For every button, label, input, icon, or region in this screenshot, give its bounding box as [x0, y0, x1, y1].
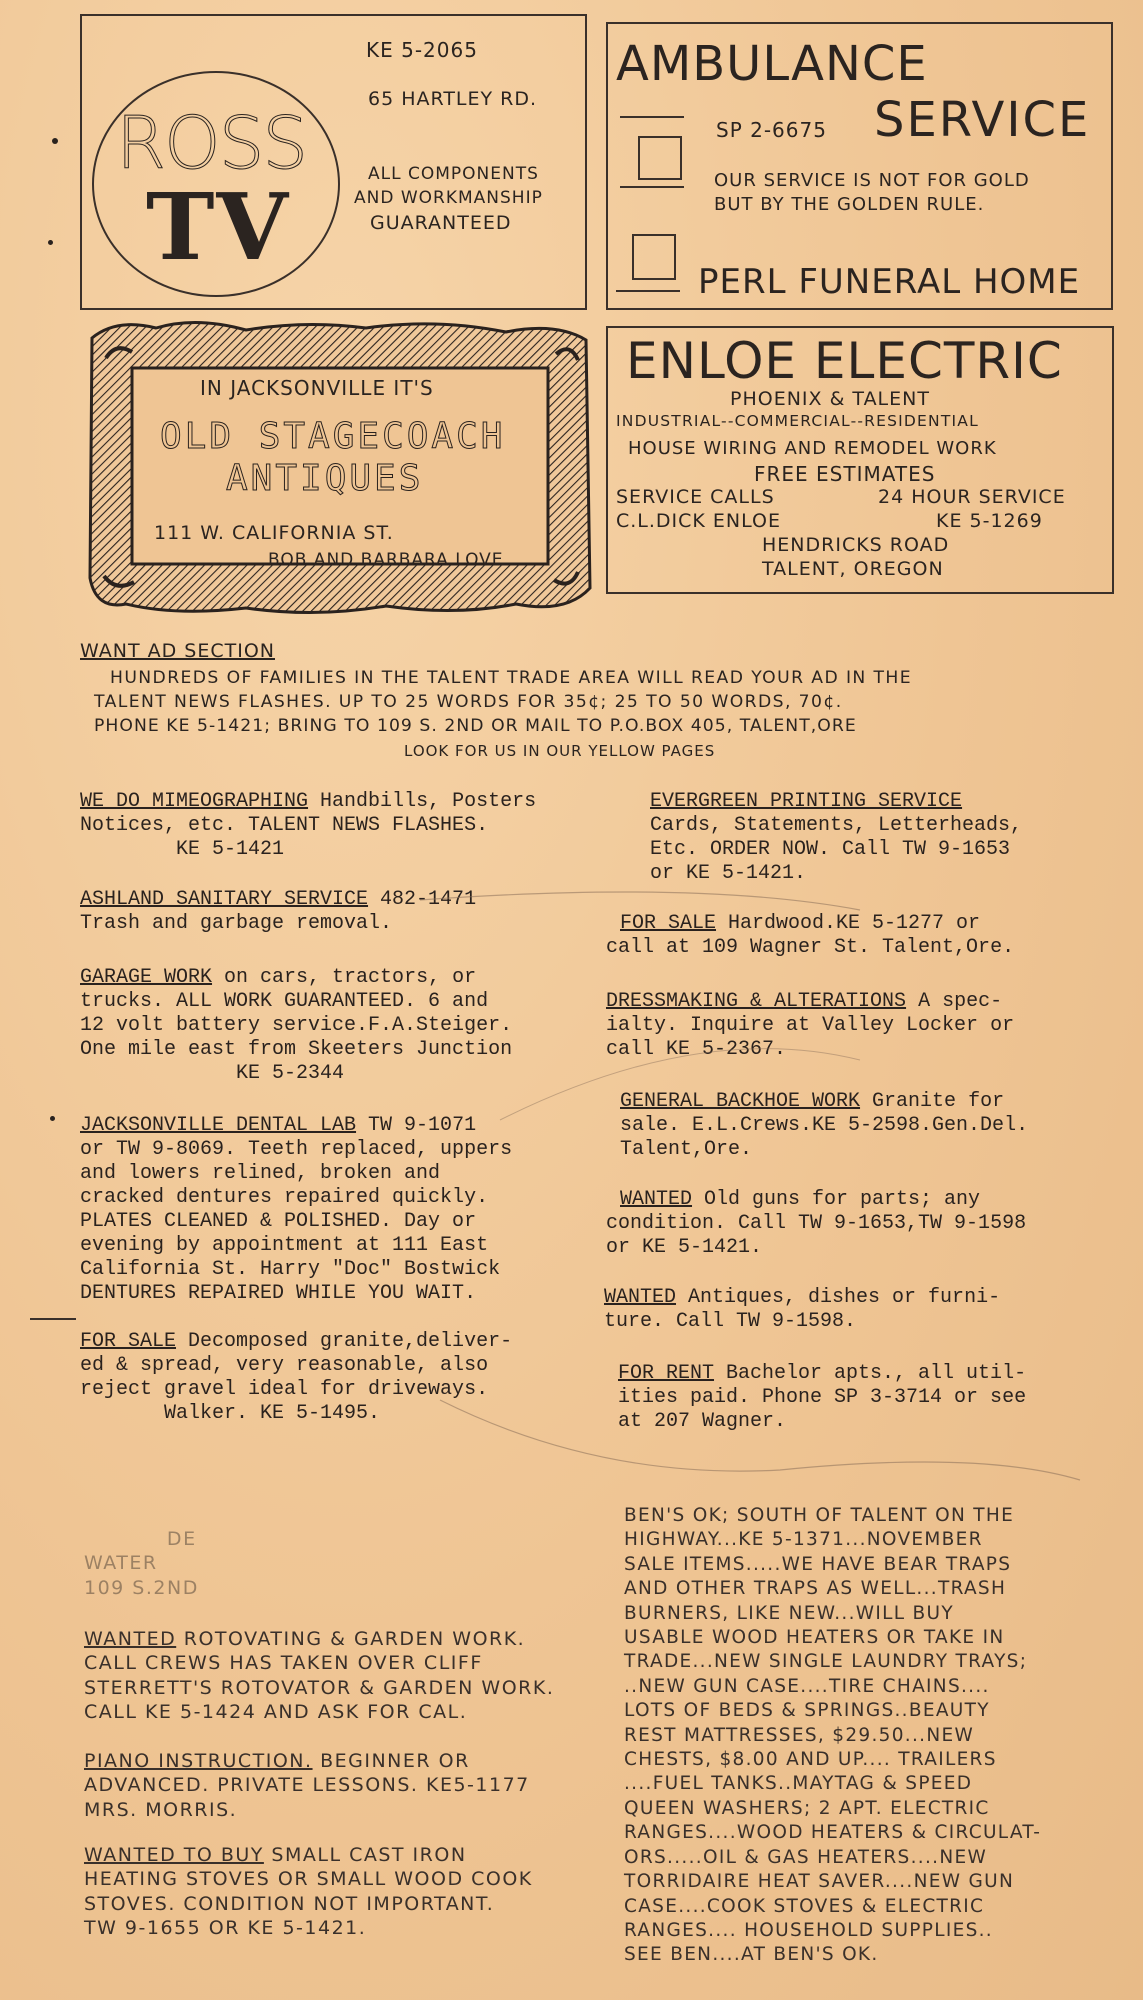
ad-text: Notices, etc. TALENT NEWS FLASHES.: [80, 814, 489, 837]
ad-text: Antiques, dishes or furni-: [676, 1286, 1001, 1309]
ad-text: ture. Call TW 9-1598.: [604, 1310, 857, 1333]
ad-heading: WANTED: [84, 1627, 177, 1650]
ad-text: call KE 5-2367.: [606, 1038, 787, 1061]
ad-text: KE 5-1421: [80, 838, 285, 861]
ad-text: MRS. MORRIS.: [84, 1798, 238, 1821]
ad-heading: WE DO MIMEOGRAPHING: [80, 790, 309, 813]
enloe-title: ENLOE ELECTRIC: [626, 332, 1063, 390]
ad-text: Cards, Statements, Letterheads,: [650, 814, 1023, 837]
stagecoach-owners: BOB AND BARBARA LOVE: [268, 550, 504, 570]
bens-line: SALE ITEMS.....WE HAVE BEAR TRAPS: [624, 1553, 1012, 1575]
want-ad-intro-2: TALENT NEWS FLASHES. UP TO 25 WORDS FOR 35¢; 25 TO 50 WORDS, 70¢.: [94, 692, 843, 712]
tv-logo-text: TV: [146, 173, 290, 281]
ad-text: call at 109 Wagner St. Talent,Ore.: [606, 936, 1015, 959]
bens-line: BURNERS, LIKE NEW...WILL BUY: [624, 1602, 954, 1624]
ad-text: Etc. ORDER NOW. Call TW 9-1653: [650, 838, 1011, 861]
ad-text: ed & spread, very reasonable, also: [80, 1354, 489, 1377]
ad-text: PLATES CLEANED & POLISHED. Day or: [80, 1210, 477, 1233]
ad-text: or TW 9-8069. Teeth replaced, uppers: [80, 1138, 513, 1161]
stagecoach-name-1: OLD STAGECOACH: [160, 416, 506, 457]
ad-heading: GENERAL BACKHOE WORK: [620, 1090, 861, 1113]
ad-text: SMALL CAST IRON: [263, 1843, 467, 1866]
enloe-types: INDUSTRIAL--COMMERCIAL--RESIDENTIAL: [616, 412, 979, 430]
ross-tv-guarantee-2: AND WORKMANSHIP: [354, 188, 543, 208]
bens-line: ....FUEL TANKS..MAYTAG & SPEED: [624, 1773, 973, 1795]
ad-heading: WANTED: [620, 1188, 693, 1211]
bens-line: HIGHWAY...KE 5-1371...NOVEMBER: [624, 1529, 983, 1551]
ross-tv-guarantee-1: ALL COMPONENTS: [368, 164, 539, 184]
ambulance-title: AMBULANCE: [616, 36, 928, 92]
bens-line: RANGES.... HOUSEHOLD SUPPLIES..: [624, 1919, 993, 1941]
bens-line: REST MATTRESSES, $29.50...NEW: [624, 1724, 975, 1746]
ad-text: CALL KE 5-1424 AND ASK FOR CAL.: [84, 1701, 468, 1723]
ad-heading: ASHLAND SANITARY SERVICE: [80, 888, 369, 911]
ad-heading: DRESSMAKING & ALTERATIONS: [606, 990, 907, 1013]
bens-line: TORRIDAIRE HEAT SAVER....NEW GUN: [624, 1871, 1015, 1893]
ad-text: KE 5-2344: [80, 1062, 345, 1085]
ad-text: CALL CREWS HAS TAKEN OVER CLIFF: [84, 1652, 483, 1674]
ad-text: at 207 Wagner.: [618, 1410, 787, 1433]
ad-text: Bachelor apts., all util-: [714, 1362, 1027, 1385]
ad-text: TW 9-1071: [356, 1114, 477, 1137]
ad-text: STERRETT'S ROTOVATOR & GARDEN WORK.: [84, 1676, 555, 1699]
funeral-home-name: PERL FUNERAL HOME: [698, 262, 1081, 302]
ad-text: ADVANCED. PRIVATE LESSONS. KE5-1177: [84, 1774, 530, 1796]
ad-text: DENTURES REPAIRED WHILE YOU WAIT.: [80, 1282, 477, 1305]
bens-line: RANGES....WOOD HEATERS & CIRCULAT-: [624, 1822, 1042, 1844]
faded-text: DE: [84, 1527, 197, 1550]
enloe-road: HENDRICKS ROAD: [762, 534, 950, 556]
ross-logo-text: ROSS: [116, 101, 307, 185]
bens-line: TRADE...NEW SINGLE LAUNDRY TRAYS;: [624, 1651, 1028, 1673]
want-ad-intro-3: PHONE KE 5-1421; BRING TO 109 S. 2ND OR MAIL TO P.O.BOX 405, TALENT,ORE: [94, 716, 857, 736]
bens-line: LOTS OF BEDS & SPRINGS..BEAUTY: [624, 1700, 990, 1722]
ad-heading: JACKSONVILLE DENTAL LAB: [80, 1114, 357, 1137]
ad-text: Decomposed granite,deliver-: [176, 1330, 513, 1353]
ad-text: 12 volt battery service.F.A.Steiger.: [80, 1014, 513, 1037]
faded-ad: [84, 1502, 199, 1600]
bens-lines: [624, 1504, 1124, 1968]
ad-text: sale. E.L.Crews.KE 5-2598.Gen.Del.: [620, 1114, 1029, 1137]
ad-text: A spec-: [906, 990, 1003, 1013]
ad-text: condition. Call TW 9-1653,TW 9-1598: [606, 1212, 1027, 1235]
bens-line: QUEEN WASHERS; 2 APT. ELECTRIC: [624, 1797, 990, 1819]
ad-wanted-to-buy: [84, 1818, 533, 1941]
service-title: SERVICE: [874, 92, 1091, 148]
bens-line: USABLE WOOD HEATERS OR TAKE IN: [624, 1627, 1005, 1649]
ross-tv-phone: KE 5-2065: [366, 38, 478, 62]
stagecoach-address: 111 W. CALIFORNIA ST.: [154, 522, 394, 544]
bens-line: ORS.....OIL & GAS HEATERS....NEW: [624, 1846, 988, 1868]
faded-text: WATER: [84, 1552, 158, 1574]
bens-line: ..NEW GUN CASE....TIRE CHAINS....: [624, 1675, 990, 1697]
ad-text: reject gravel ideal for driveways.: [80, 1378, 489, 1401]
bens-line: AND OTHER TRAPS AS WELL...TRASH: [624, 1578, 1007, 1600]
ad-heading: FOR SALE: [620, 912, 717, 935]
ad-text: BEGINNER OR: [312, 1749, 470, 1772]
ad-text: Talent,Ore.: [620, 1138, 753, 1161]
ambulance-phone: SP 2-6675: [716, 118, 827, 142]
ross-tv-guarantee-3: GUARANTEED: [370, 212, 512, 234]
ad-rotovating: [84, 1602, 554, 1725]
faded-text: 109 S.2ND: [84, 1576, 199, 1599]
enloe-owner: C.L.DICK ENLOE: [616, 510, 782, 532]
ad-piano-instruction: [84, 1724, 530, 1822]
ad-heading: FOR SALE: [80, 1330, 177, 1353]
ad-text: Hardwood.KE 5-1277 or: [716, 912, 981, 935]
stagecoach-intro: IN JACKSONVILLE IT'S: [200, 376, 434, 400]
ad-text: trucks. ALL WORK GUARANTEED. 6 and: [80, 990, 489, 1013]
ross-tv-address: 65 HARTLEY RD.: [368, 88, 538, 110]
ad-text: cracked dentures repaired quickly.: [80, 1186, 489, 1209]
enloe-work: HOUSE WIRING AND REMODEL WORK: [628, 438, 997, 459]
enloe-city: TALENT, OREGON: [762, 558, 944, 580]
ad-text: and lowers relined, broken and: [80, 1162, 441, 1185]
ad-heading: WANTED: [604, 1286, 677, 1309]
ad-text: One mile east from Skeeters Junction: [80, 1038, 513, 1061]
want-ad-heading: WANT AD SECTION: [80, 640, 275, 662]
bens-line: CASE....COOK STOVES & ELECTRIC: [624, 1895, 985, 1917]
ad-text: Walker. KE 5-1495.: [80, 1402, 381, 1425]
enloe-hours: 24 HOUR SERVICE: [878, 486, 1066, 508]
ad-text: TW 9-1655 OR KE 5-1421.: [84, 1917, 367, 1939]
enloe-towns: PHOENIX & TALENT: [730, 388, 930, 410]
ad-heading: WANTED TO BUY: [84, 1843, 264, 1866]
ad-text: California St. Harry "Doc" Bostwick: [80, 1258, 501, 1281]
ad-text: on cars, tractors, or: [212, 966, 477, 989]
enloe-service-calls: SERVICE CALLS: [616, 486, 775, 508]
ad-text: ROTOVATING & GARDEN WORK.: [176, 1627, 526, 1650]
ad-text: or KE 5-1421.: [606, 1236, 763, 1259]
ambulance-slogan-1: OUR SERVICE IS NOT FOR GOLD: [714, 170, 1030, 191]
ad-text: ialty. Inquire at Valley Locker or: [606, 1014, 1015, 1037]
ad-text: or KE 5-1421.: [650, 862, 807, 885]
ad-text: evening by appointment at 111 East: [80, 1234, 489, 1257]
ad-text: HEATING STOVES OR SMALL WOOD COOK: [84, 1868, 533, 1890]
stagecoach-name-2: ANTIQUES: [226, 458, 424, 499]
want-ad-intro-4: LOOK FOR US IN OUR YELLOW PAGES: [404, 742, 716, 760]
ad-text: ities paid. Phone SP 3-3714 or see: [618, 1386, 1027, 1409]
ad-heading: PIANO INSTRUCTION.: [84, 1749, 313, 1772]
enloe-estimates: FREE ESTIMATES: [754, 462, 936, 486]
ad-text: Handbills, Posters: [308, 790, 537, 813]
ad-text: Granite for: [860, 1090, 1005, 1113]
ad-text: 482-1471: [368, 888, 477, 911]
bens-line: SEE BEN....AT BEN'S OK.: [624, 1944, 879, 1966]
ambulance-slogan-2: BUT BY THE GOLDEN RULE.: [714, 194, 985, 215]
want-ad-intro-1: HUNDREDS OF FAMILIES IN THE TALENT TRADE AREA WILL READ YOUR AD IN THE: [110, 668, 913, 688]
ad-text: STOVES. CONDITION NOT IMPORTANT.: [84, 1892, 495, 1915]
ad-heading: FOR RENT: [618, 1362, 715, 1385]
enloe-phone: KE 5-1269: [936, 510, 1043, 532]
ad-text: Trash and garbage removal.: [80, 912, 393, 935]
bens-line: CHESTS, $8.00 AND UP.... TRAILERS: [624, 1749, 997, 1771]
ad-heading: GARAGE WORK: [80, 966, 213, 989]
bens-line: BEN'S OK; SOUTH OF TALENT ON THE: [624, 1505, 1015, 1526]
ad-text: Old guns for parts; any: [692, 1188, 981, 1211]
ad-bens-ok: [624, 1504, 1124, 1968]
ad-heading: EVERGREEN PRINTING SERVICE: [650, 790, 963, 813]
